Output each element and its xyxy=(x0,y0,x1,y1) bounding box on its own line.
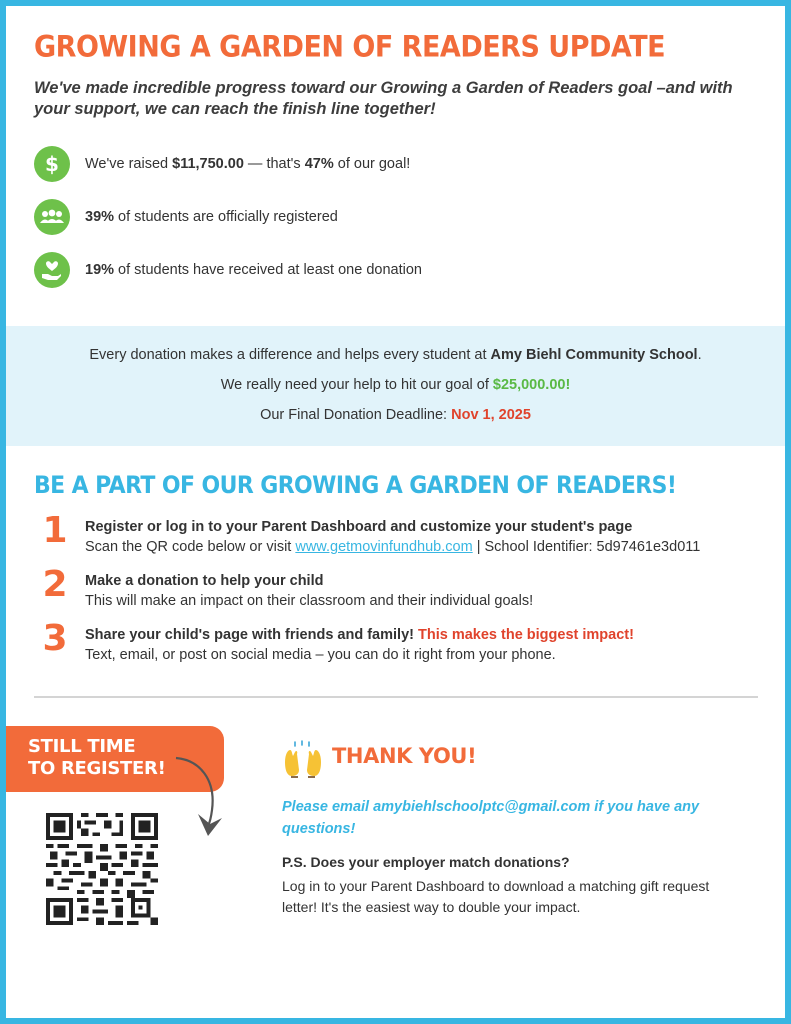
step-description: This will make an impact on their classroom and their individual goals! xyxy=(85,593,534,609)
step-description: Text, email, or post on social media – you can do it right from your phone. xyxy=(85,647,556,663)
donation-banner xyxy=(6,326,785,446)
step-heading: Make a donation to help your child xyxy=(85,573,324,589)
step-number: 2 xyxy=(42,564,68,605)
heart-hand-icon xyxy=(34,252,70,288)
banner-line-deadline: Our Final Donation Deadline: Nov 1, 2025 xyxy=(260,407,531,423)
page-title: GROWING A GARDEN OF READERS UPDATE xyxy=(34,30,666,65)
stat-registered xyxy=(34,199,338,235)
dollar-icon xyxy=(34,146,70,182)
section-title: BE A PART OF OUR GROWING A GARDEN OF READERS! xyxy=(34,472,677,500)
raised-hands-icon xyxy=(282,740,324,778)
qr-code[interactable] xyxy=(46,813,158,925)
stat-funds-text: We've raised $11,750.00 — that's 47% of our goal! xyxy=(85,156,411,172)
step-number: 3 xyxy=(42,618,68,659)
fundhub-link[interactable]: www.getmovinfundhub.com xyxy=(295,539,473,555)
section-divider xyxy=(34,696,758,698)
thank-you-title: THANK YOU! xyxy=(332,744,477,768)
step-number: 1 xyxy=(42,510,68,551)
register-callout-text: STILL TIME TO REGISTER! xyxy=(28,736,166,779)
intro-text: We've made incredible progress toward our Growing a Garden of Readers goal –and with your support, we can reach the finish line together! xyxy=(34,79,733,118)
stat-donations xyxy=(34,252,422,288)
curved-arrow-icon xyxy=(170,750,230,842)
banner-line-goal: We really need your help to hit our goal of $25,000.00! xyxy=(220,377,571,393)
ps-body-text: Log in to your Parent Dashboard to download a matching gift request letter! It's the easiest way to double your impact. xyxy=(282,878,710,915)
stat-registered-text: 39% of students are officially registered xyxy=(85,209,338,225)
ps-heading: P.S. Does your employer match donations? xyxy=(282,854,570,870)
svg-text:$: $ xyxy=(45,152,59,176)
stat-funds-raised xyxy=(34,146,410,182)
email-contact-note: Please email amybiehlschoolptc@gmail.com if you have any questions! xyxy=(282,799,700,837)
step-description: Scan the QR code below or visit www.getmovinfundhub.com | School Identifier: 5d97461e3d011 xyxy=(85,539,701,555)
step-heading: Share your child's page with friends and family! This makes the biggest impact! xyxy=(85,627,634,643)
students-icon xyxy=(34,199,70,235)
stat-donations-text: 19% of students have received at least one donation xyxy=(85,262,422,278)
banner-line-school: Every donation makes a difference and helps every student at Amy Biehl Community School. xyxy=(89,347,702,363)
step-heading: Register or log in to your Parent Dashboard and customize your student's page xyxy=(85,519,633,535)
